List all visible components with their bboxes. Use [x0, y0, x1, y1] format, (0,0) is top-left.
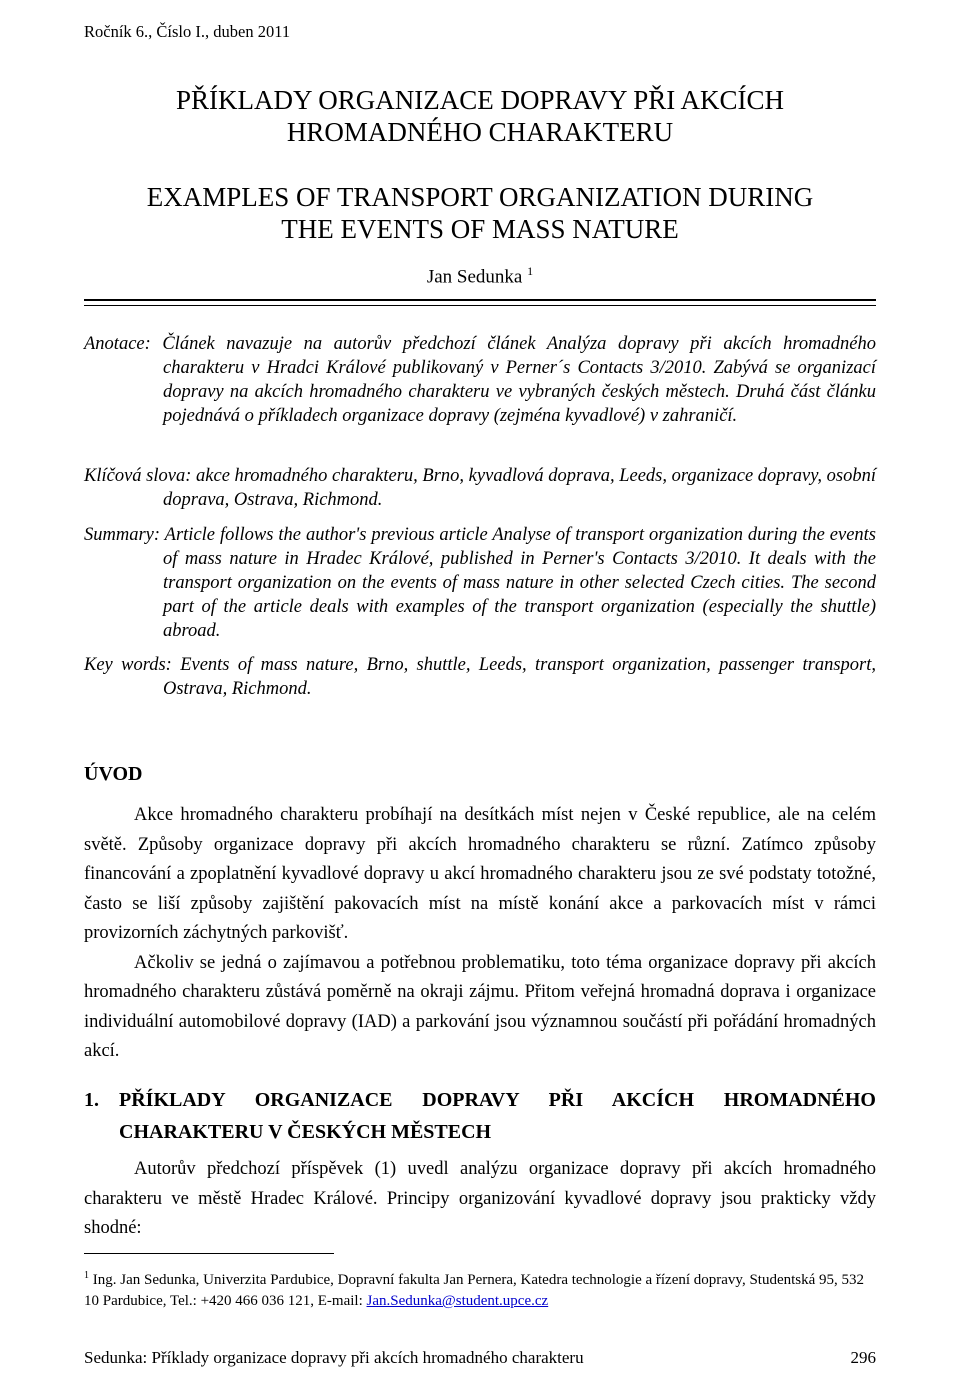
- footnote: [84, 1265, 876, 1312]
- footnote-mark: 1: [84, 1270, 89, 1281]
- footnote-text: Ing. Jan Sedunka, Univerzita Pardubice, Dopravní fakulta Jan Pernera, Katedra technologie a řízení dopravy, Studentská 95, 532 10 Pardubice, Tel.: +420 466 036 121, E-mail:: [84, 1272, 865, 1309]
- footnote-divider: [84, 1253, 334, 1254]
- abstract-anotace: [84, 332, 876, 428]
- author-line: [84, 264, 876, 288]
- klicova-slova-text: Klíčová slova: akce hromadného charakteru, Brno, kyvadlová doprava, Leeds, organizace dopravy, osobní doprava, Ostrava, Richmond.: [84, 466, 876, 510]
- author-footnote-mark: 1: [527, 264, 534, 278]
- summary-text: Summary: Article follows the author's previous article Analyse of transport organization during the events of mass nature in Hradec Králové, published in Perner's Contacts 3/2010. It deals with the transport organization on the events of mass nature in other selected Czech cities. The second part of the article deals with examples of the transport organization (especially the shuttle) abroad.: [84, 525, 876, 641]
- section-heading-1: [84, 1084, 876, 1148]
- title-czech-line2: HROMADNÉHO CHARAKTERU: [286, 117, 674, 147]
- section-title: PŘÍKLADY ORGANIZACE DOPRAVY PŘI AKCÍCH HROMADNÉHO CHARAKTERU V ČESKÝCH MĚSTECH: [119, 1089, 876, 1143]
- abstract-keywords-cz: [84, 464, 876, 512]
- issue-info: Ročník 6., Číslo I., duben 2011: [84, 22, 291, 41]
- section-number: 1.: [84, 1089, 99, 1111]
- section-heading-uvod: ÚVOD: [84, 763, 143, 785]
- page-footer: [84, 1348, 876, 1368]
- abstract-summary: [84, 523, 876, 643]
- title-divider-thick: [84, 299, 876, 301]
- title-english: [84, 181, 876, 245]
- title-english-line2: THE EVENTS OF MASS NATURE: [281, 214, 679, 244]
- title-divider-thin: [84, 305, 876, 306]
- abstract-keywords-en: [84, 653, 876, 701]
- key-words-text: Key words: Events of mass nature, Brno, shuttle, Leeds, transport organization, passenger transport, Ostrava, Richmond.: [84, 655, 876, 699]
- uvod-paragraph-2: Ačkoliv se jedná o zajímavou a potřebnou problematiku, toto téma organizace dopravy při akcích hromadného charakteru zůstává poměrně na okraji zájmu. Přitom veřejná hromadná doprava i organizace individuální automobilové dopravy (IAD) a parkování jsou významnou součástí při pořádání hromadných akcí.: [84, 952, 876, 1061]
- title-czech-line1: PŘÍKLADY ORGANIZACE DOPRAVY PŘI AKCÍCH: [175, 85, 785, 115]
- uvod-paragraph-1: Akce hromadného charakteru probíhají na desítkách míst nejen v České republice, ale na celém světě. Způsoby organizace dopravy při akcích hromadného charakteru se různí. Zatímco způsoby financování a zpoplatnění kyvadlové dopravy u akcí hromadného charakteru jsou ze své podstaty totožné, často se liší způsoby zajištění pakovacích míst na místě konání akce a parkovacích míst v rámci provizorních záchytných parkovišť.: [84, 805, 876, 943]
- running-title: Sedunka: Příklady organizace dopravy při akcích hromadného charakteru: [84, 1348, 584, 1367]
- title-english-line1: EXAMPLES OF TRANSPORT ORGANIZATION DURING: [146, 182, 814, 212]
- uvod-body: [84, 801, 876, 1067]
- section1-body: [84, 1155, 876, 1244]
- footnote-email-link[interactable]: Jan.Sedunka@student.upce.cz: [366, 1293, 549, 1309]
- section1-paragraph-1: Autorův předchozí příspěvek (1) uvedl analýzu organizace dopravy při akcích hromadného charakteru ve městě Hradec Králové. Principy organizování kyvadlové dopravy jsou prakticky vždy shodné:: [84, 1159, 876, 1238]
- anotace-text: Anotace: Článek navazuje na autorův předchozí článek Analýza dopravy při akcích hromadného charakteru v Hradci Králové publikovaný v Perner´s Contacts 3/2010. Zabývá se organizací dopravy na akcích hromadného charakteru ve vybraných českých městech. Druhá část článku pojednává o příkladech organizace dopravy (zejména kyvadlové) v zahraničí.: [84, 334, 876, 426]
- title-czech: [84, 84, 876, 148]
- page-number: 296: [850, 1348, 876, 1367]
- author-name: Jan Sedunka: [426, 266, 523, 288]
